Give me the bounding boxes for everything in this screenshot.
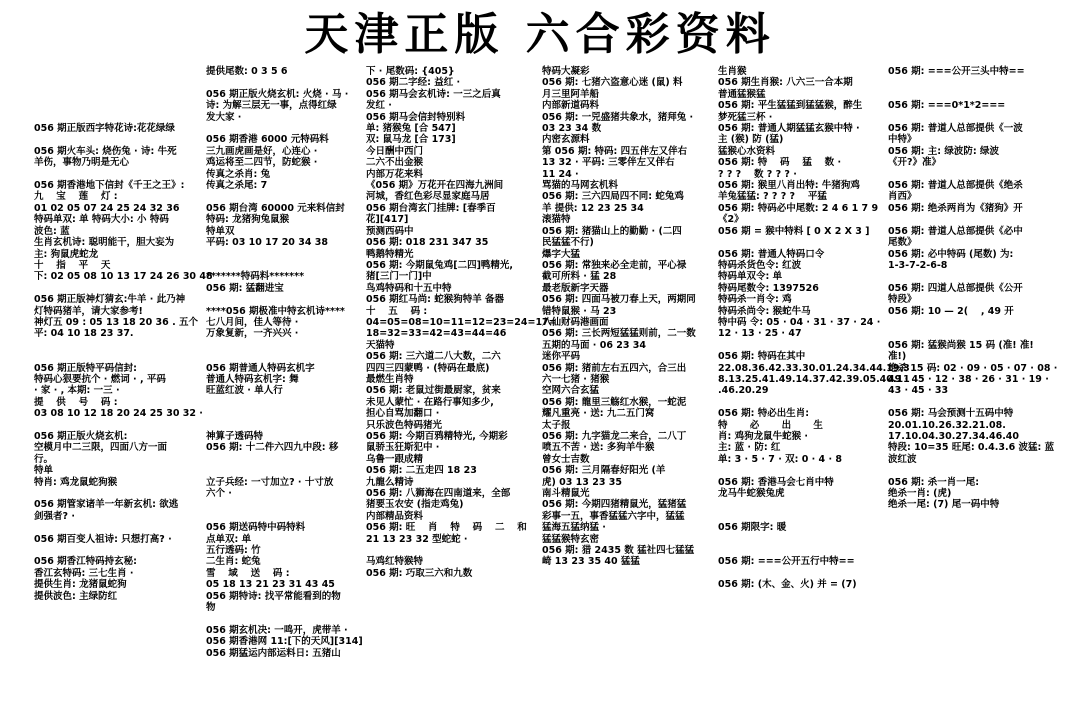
text-line: 056 期: 常独来必全走前，平心禄: [542, 259, 687, 271]
text-line: 056 期送码特中码特料: [206, 522, 306, 534]
text-line: 预测西码中: [366, 225, 414, 237]
text-line: 生肖猴: [718, 66, 747, 77]
text-line: 056 期二字经: 益红 ·: [366, 77, 461, 89]
column-1: [34, 66, 213, 722]
text-line: 056 期百变人祖诗: 只想打高? ·: [34, 533, 172, 545]
text-line: 《056 期》万花开在四海九洲间: [366, 180, 504, 192]
text-line: [888, 328, 1064, 339]
text-line: 单: 3 · 5 · 7 · 双: 0 · 4 · 8: [718, 453, 842, 465]
text-line: 056 期: ===公开三头中特==: [888, 66, 1025, 77]
text-line: 马鸡红特猴特: [366, 556, 424, 568]
text-line: 056 期马会玄机诗: 一三之后真: [366, 88, 501, 100]
text-line: 单: 猪猴兔 [合 547]: [366, 123, 456, 135]
text-line: 天猫特: [366, 339, 395, 351]
text-line: 截可所料 · 猛 28: [542, 271, 617, 283]
text-line: [888, 77, 1064, 88]
text-line: 056 期: 三月隔春好阳光 (羊: [542, 465, 666, 477]
page-title: 天津正版 六合彩资料: [304, 9, 776, 60]
text-line: [888, 317, 1064, 328]
text-line: 物: [206, 602, 216, 614]
text-line: 056 期正版火烧玄机: 火烧 · 马 ·: [206, 88, 349, 100]
text-line: ? ? ? 数 ? ? ? ·: [718, 168, 797, 180]
text-line: [888, 112, 1064, 123]
text-line: [888, 89, 1064, 100]
text-line: 056 期香港地下信封《千王之王》:: [34, 180, 185, 192]
text-line: 空模月中二三限，四面八方一面: [34, 442, 168, 454]
text-line: [888, 397, 1064, 408]
text-line: 太子报: [542, 419, 571, 431]
text-line: 056 期香港 6000 元特码料: [206, 134, 329, 146]
text-line: 11 24 ·: [542, 168, 579, 180]
text-line: 056 期: 主: 绿波防: 绿波: [888, 145, 999, 157]
text-line: 月三里阿羊船: [542, 88, 600, 100]
text-line: 诗: 为解三层无一事，点得红绿: [206, 100, 337, 112]
text-line: 剑强者? ·: [34, 510, 75, 522]
text-line: 20.01.10.26.32.21.08.: [888, 419, 1006, 431]
text-line: 内密玄源料: [542, 134, 590, 146]
text-line: 056 期: 普道人总部提供《必中: [888, 225, 1023, 237]
text-line: 056 期台湾 60000 元来料信封: [206, 202, 345, 214]
text-line: 056 期: 三六道二八大数，二六: [366, 351, 501, 363]
text-line: 056 期: 今期百鸦精特光, 今期彩: [366, 431, 508, 442]
text-line: 22.08.36.42.33.30.01.24.34.44.19.3: [718, 362, 910, 374]
text-line: [34, 100, 210, 111]
text-line: 南斗精鼠光: [542, 488, 590, 500]
text-line: 056 期: 猛翻进宝: [206, 282, 284, 294]
text-line: 056 期: 三六四局四不同: 蛇兔鸡: [542, 191, 684, 203]
text-line: [718, 499, 886, 510]
text-line: 下: 02 05 08 10 13 17 24 26 30 48: [34, 271, 213, 283]
text-line: 羊 提供: 12 23 25 34: [542, 202, 644, 214]
text-line: 特码单双令: 单: [718, 271, 783, 283]
text-line: 河城，香红色彩尽显家庭马居: [366, 191, 490, 203]
text-line: ****056 期极准中特玄机诗****: [206, 305, 345, 317]
text-line: 8.13.25.41.49.14.37.42.39.05.40.11: [718, 373, 910, 385]
text-line: [206, 294, 362, 305]
text-line: 056 期红马尚: 蛇猴狗特羊 备器: [366, 294, 505, 306]
text-line: 羊伤，事物乃明是无心: [34, 157, 130, 169]
text-line: 056 期: 九字猫龙二来合，二八丁: [542, 431, 687, 442]
text-line: [718, 568, 886, 579]
text-line: [206, 499, 362, 510]
text-line: 056 期: 龍里三觞红水猴，一蛇泥: [542, 396, 687, 408]
text-line: [34, 77, 210, 88]
text-line: [206, 249, 362, 260]
text-line: 第 056 期: 特码: 四五伴左又伴右: [542, 145, 688, 157]
text-line: 《2》: [718, 214, 744, 226]
text-line: 056 期玄机决: 一鸣开，虎带羊 ·: [206, 624, 348, 636]
text-line: 056 期: ===0*1*2===: [888, 100, 1006, 112]
text-line: [366, 545, 530, 556]
text-line: 内部新道码料: [542, 100, 600, 112]
text-line: 056 期: 平生猛猛到猛猛猴，醉生: [718, 100, 863, 112]
text-line: [718, 511, 886, 522]
column-2: [206, 66, 362, 722]
text-line: 传真之杀尾: 7: [206, 180, 268, 192]
text-line: 滚猫特: [542, 214, 571, 226]
text-line: 056 期: 猎 2435 数 猛社四七猛猛: [542, 545, 695, 557]
text-line: 梦死猛三杯 ·: [718, 111, 773, 123]
text-line: 056 期: 旺 肖 特 码 二 和: [366, 522, 527, 534]
text-line: 056 期: ===公开五行中特==: [718, 556, 855, 568]
text-line: 鼠骄玉狂斯犯中 ·: [366, 442, 440, 454]
text-line: 056 期: 10 — 2( , 49 开: [888, 305, 1014, 317]
text-line: 056 期: 马会预测十五码中特: [888, 408, 1014, 420]
text-line: [718, 545, 886, 556]
text-line: 猛猛猴特玄密: [542, 533, 600, 545]
text-line: 主: 狗鼠虎蛇龙: [34, 248, 99, 260]
text-line: 三九画虎画是好，心连心 ·: [206, 145, 318, 157]
text-line: 056 期: 七猪六盗意心迷 (鼠) 料: [542, 77, 683, 89]
text-line: 056 期: 猛猴尚猴 15 码 (准! 准!: [888, 339, 1034, 351]
text-line: [888, 169, 1064, 180]
text-line: [34, 340, 210, 351]
text-line: 056 期生肖猴: 八六三一合本期: [718, 77, 853, 89]
text-line: 056 期: 018 231 347 35: [366, 237, 489, 249]
text-line: [206, 511, 362, 522]
text-line: [718, 237, 886, 248]
text-line: 05 18 13 21 23 31 43 45: [206, 579, 335, 591]
text-line: [34, 66, 210, 77]
text-line: 主 (猴) 防 (猛): [718, 134, 784, 146]
text-line: 错特鼠猴 · 马 23: [542, 305, 617, 317]
text-line: [718, 340, 886, 351]
text-line: [888, 214, 1064, 225]
text-line: 香江玄特码: 三七生肖 ·: [34, 567, 134, 579]
text-line: 056 期正版西字特花诗:花花绿绿: [34, 123, 175, 135]
text-line: [718, 397, 886, 408]
text-line: [34, 545, 210, 556]
text-line: 爆字大猛: [542, 248, 581, 260]
text-line: 056 期: 老鼠过街最厨家，贫来: [366, 385, 501, 397]
text-line: 下 · 尾数码: {405}: [366, 66, 455, 77]
text-line: [206, 420, 362, 431]
text-line: 鸡运将至二四节，防蛇猴 ·: [206, 157, 318, 169]
text-line: [206, 408, 362, 419]
text-line: 特码心狠要抗个 · 燃词 · , 平码: [34, 373, 166, 385]
text-line: 01 02 05 07 24 25 24 32 36: [34, 202, 180, 214]
text-line: [34, 112, 210, 123]
text-line: 056 期: 普道人总部提供《绝杀: [888, 180, 1023, 192]
text-line: 准!): [888, 351, 907, 363]
text-line: 八仙财码港画面: [542, 316, 609, 328]
text-line: 空网六合玄猛: [542, 385, 600, 397]
text-line: 波色: 蓝: [34, 225, 70, 237]
text-line: 特段》: [888, 294, 917, 306]
text-line: 特码单双: 单 特码大小: 小 特码: [34, 214, 169, 226]
text-line: 056 期台湾玄门挂牌: [春季百: [366, 202, 496, 214]
text-line: 特肖: 鸡龙鼠蛇狗猴: [34, 476, 118, 488]
text-line: 056 期: (木、金、火) 并 = (7): [718, 579, 857, 591]
text-line: 特码: 龙猪狗兔鼠猴: [206, 214, 290, 226]
text-line: [34, 522, 210, 533]
text-line: 056 期管家诸羊一年新玄机: 欲逃: [34, 499, 179, 511]
text-line: [206, 260, 362, 271]
text-line: 担心自骂加翻口 ·: [366, 408, 440, 420]
text-line: [206, 454, 362, 465]
text-line: 肖西》: [888, 191, 917, 203]
text-line: [34, 351, 210, 362]
text-line: 鸭鹅特精光: [366, 248, 414, 260]
text-line: 未见人蒙忙 · 在路行事知多少,: [366, 396, 494, 408]
text-line: 056 期: 今期鼠兔鸡[二四]鸭精光,: [366, 259, 514, 271]
text-line: 发大家 ·: [206, 111, 242, 123]
text-line: 神灯五 09 : 05 13 18 20 36 . 五个: [34, 316, 198, 328]
text-line: 056 期特诗: 找平常能看到的物: [206, 590, 341, 602]
text-line: 内部精品资料: [366, 510, 424, 522]
text-line: 六个 ·: [206, 488, 232, 500]
text-line: 056 期正版特平码信封:: [34, 362, 137, 374]
text-line: *******特码料*******: [206, 271, 305, 283]
text-line: [206, 351, 362, 362]
text-line: 民猛猛不行): [542, 237, 594, 249]
text-line: [888, 271, 1064, 282]
text-line: [206, 397, 362, 408]
text-line: 1-3-7-2-6-8: [888, 259, 948, 271]
text-line: 13 32 · 平码: 三零伴左又伴右: [542, 157, 675, 169]
text-line: 花][417]: [366, 214, 409, 226]
text-line: 耀凡重亮 · 送: 九二五门窝: [542, 408, 655, 420]
text-line: [34, 420, 210, 431]
text-line: 喷五不苦 · 送: 多狗羊牛猴: [542, 442, 655, 454]
text-line: 迷你平码: [542, 351, 581, 363]
text-line: 乌鲁一跟成精: [366, 453, 424, 465]
text-line: [888, 465, 1064, 476]
text-line: 中特》: [888, 134, 917, 146]
text-line: 特单: [34, 465, 54, 477]
text-line: 点单双: 单: [206, 533, 252, 545]
text-line: 056 期猛运内部运料日: 五猪山: [206, 647, 341, 659]
text-line: 特码杀货色令: 红波: [718, 259, 802, 271]
text-line: 12 · 13 · 25 · 47: [718, 328, 802, 340]
text-line: 特中码 令: 05 · 04 · 31 · 37 · 24 ·: [718, 316, 881, 328]
text-line: 056 期正版神灯猜玄:牛羊 · 此乃神: [34, 294, 186, 306]
text-line: 十 指 平 天: [34, 259, 111, 271]
text-line: 灯特码猪羊，请大家参考!: [34, 305, 143, 317]
text-line: 特 必 出 生: [718, 419, 823, 431]
text-line: 内部万花来料: [366, 168, 424, 180]
text-line: 最老版新字天器: [542, 282, 609, 294]
text-line: 提供尾数: 0 3 5 6: [206, 66, 288, 77]
text-line: 旺蓝红波 · 单人行: [206, 385, 283, 397]
text-line: [34, 89, 210, 100]
text-line: 056 期: 杀一肖一尾:: [888, 476, 980, 488]
text-line: 绝杀 15 码: 02 · 09 · 05 · 07 · 08 ·: [888, 362, 1058, 374]
text-line: 056 期: 今期四猪精鼠光，猛猪猛: [542, 499, 687, 511]
text-line: 绝杀一肖: (虎): [888, 488, 952, 500]
text-line: 03 08 10 12 18 20 24 25 30 32 ·: [34, 408, 203, 420]
text-line: 传真之杀肖: 兔: [206, 168, 271, 180]
text-line: 七八月间，佳人等待 ·: [206, 316, 299, 328]
text-line: 猛海五猛纳猛 ·: [542, 522, 606, 534]
text-line: 056 期: 猴里八肖出特: 牛猪狗鸡: [718, 180, 860, 192]
text-line: 二六不出金猴: [366, 157, 424, 169]
text-line: 056 期普通人特码玄机字: [206, 362, 315, 374]
text-line: 056 期: 普通人期猛猛玄猴中特 ·: [718, 123, 860, 135]
text-line: 平码: 03 10 17 20 34 38: [206, 237, 328, 249]
text-line: 056 期: 二五走四 18 23: [366, 465, 477, 477]
text-line: 特段: 10=35 旺尾: 0.4.3.6 波猛: 蓝: [888, 442, 1055, 454]
text-line: 056 期正版火烧玄机:: [34, 431, 128, 442]
text-line: 056 期: 特必出生肖:: [718, 408, 810, 420]
text-line: 生肖玄机诗: 聪明能干，胆大妄为: [34, 237, 175, 249]
text-line: 最燃生肖特: [366, 373, 414, 385]
text-line: 羊兔猛猛: ? ? ? ? 平猛: [718, 191, 827, 203]
text-line: 神算子透码特: [206, 431, 264, 442]
text-line: 056 期香港网 11:[下的天风][314]: [206, 636, 363, 648]
text-line: 五行透码: 竹: [206, 545, 261, 557]
text-line: [718, 534, 886, 545]
text-line: 056 期香江特码持玄秘:: [34, 556, 137, 568]
text-line: 特单双: [206, 225, 235, 237]
text-line: 发红 ·: [366, 100, 392, 112]
text-line: 056 期: 猪前左右五四六，合三出: [542, 362, 687, 374]
text-line: 056 期: 特码必中尾数: 2 4 6 1 7 9: [718, 202, 879, 214]
text-line: [718, 465, 886, 476]
text-line: 骂猫的马网玄机料: [542, 180, 619, 192]
text-line: 猪[三门一门]中: [366, 271, 432, 283]
text-line: 056 期限字: 暖: [718, 522, 787, 534]
text-line: 六一七猪 · 猪猴: [542, 373, 610, 385]
text-line: 今日酬中西门: [366, 145, 424, 157]
text-line: 彩事一五，事香猛猛六字中，猛猛: [542, 510, 685, 522]
text-line: 056 期马会信封特别料: [366, 111, 466, 123]
text-line: 只乐波色特码猪光: [366, 419, 443, 431]
text-line: 立子兵经: 一寸加立? · 十寸放: [206, 476, 334, 488]
text-line: 曾女士吉数: [542, 453, 590, 465]
text-line: 056 期 = 猴中特料 [ 0 X 2 X 3 ]: [718, 225, 870, 237]
text-line: 03 23 34 数: [542, 123, 602, 135]
text-line: 四四三四蒙鸭 · (特码在最底): [366, 362, 490, 374]
text-line: 普通猛猴猛: [718, 88, 766, 100]
text-line: [206, 614, 362, 625]
text-line: [34, 283, 210, 294]
text-line: 056 期: 特 码 猛 数 ·: [718, 157, 842, 169]
text-line: 056 期火车头: 烧伤兔 · 诗: 牛死: [34, 145, 177, 157]
text-line: 尾数》: [888, 237, 917, 249]
text-line: 056 期: 普道人总部提供《一波: [888, 123, 1023, 135]
text-line: 056 期: 四面马被刀春上天，两期同: [542, 294, 696, 306]
text-line: 43 · 45 · 33: [888, 385, 949, 397]
text-line: .46.20.29: [718, 385, 769, 397]
text-line: 提供波色: 主绿防红: [34, 590, 118, 602]
text-line: 龙马牛蛇猴兔虎: [718, 488, 785, 500]
text-line: 万象复新，一齐兴兴 ·: [206, 328, 299, 340]
text-line: 提 供 号 码 :: [34, 396, 118, 408]
text-line: [206, 340, 362, 351]
text-line: [34, 488, 210, 499]
text-line: 特码尾数令: 1397526: [718, 282, 819, 294]
text-line: 提供生肖: 龙猪鼠蛇狗: [34, 579, 127, 591]
text-line: 特码杀尚令: 猴蛇牛马: [718, 305, 811, 317]
text-line: 056 期: 必中特码 (尾数) 为:: [888, 248, 1014, 260]
text-line: 虎) 03 13 23 35: [542, 476, 622, 488]
text-line: 04=05=08=10=11=12=23=24=17=: [366, 316, 557, 328]
text-line: 21 13 23 32 型蛇蛇 ·: [366, 533, 468, 545]
text-line: 波红波: [888, 453, 917, 465]
text-line: 雪 域 送 码 :: [206, 567, 290, 579]
text-line: 49 · 45 · 12 · 38 · 26 · 31 · 19 ·: [888, 373, 1049, 385]
text-line: 056 期: 巧取三六和九数: [366, 567, 473, 579]
text-line: 崎 13 23 35 40 猛猛: [542, 556, 640, 568]
text-line: 17.10.04.30.27.34.46.40: [888, 431, 1020, 442]
text-line: 特码大凝彩: [542, 66, 590, 77]
text-line: [206, 77, 362, 88]
text-line: 056 期: 绝杀两肖为《猪狗》开: [888, 202, 1023, 214]
text-line: [206, 191, 362, 202]
text-line: 五期的马面 · 06 23 34: [542, 339, 646, 351]
text-line: 《开?》准》: [888, 157, 942, 169]
text-line: 056 期: 四道人总部提供《公开: [888, 282, 1023, 294]
text-line: 猪要玉农安 (指走鸡兔): [366, 499, 464, 511]
text-line: 绝杀一尾: (7) 尾一码中特: [888, 499, 1000, 511]
text-line: 056 期: 香港马会七肖中特: [718, 476, 834, 488]
text-line: 普通人特码玄机字: 舞: [206, 373, 299, 385]
text-line: 九龍么精诗: [366, 476, 414, 488]
text-line: 猛猴心水资料: [718, 145, 776, 157]
text-line: 056 期: 八狮海在四南道来，全部: [366, 488, 511, 500]
text-line: [34, 169, 210, 180]
text-line: 肖: 鸡狗龙鼠牛蛇猴 ·: [718, 431, 809, 442]
column-4: [542, 66, 714, 722]
text-line: · 家 · , 本期: 一三 ·: [34, 385, 120, 397]
text-line: 056 期: 特码在其中: [718, 351, 806, 363]
text-line: [34, 134, 210, 145]
text-line: 056 期: 三长两短猛猛则前，二一数: [542, 328, 696, 340]
text-line: 特码杀一肖令: 鸡: [718, 294, 792, 306]
text-line: 平: 04 10 18 23 37.: [34, 328, 134, 340]
text-line: 九 宝 莲 灯 :: [34, 191, 118, 203]
text-line: 双: 鼠马龙 [合 173]: [366, 134, 456, 146]
text-line: 056 期: 猪猫山上的勤勤 · (二四: [542, 225, 682, 237]
text-line: 鸟鸡特码和十五中特: [366, 282, 452, 294]
text-line: 18=32=33=42=43=44=46: [366, 328, 507, 340]
text-line: 056 期: 十二件六四九中段: 移: [206, 442, 339, 454]
text-line: [206, 465, 362, 476]
text-line: [206, 123, 362, 134]
text-line: 十 五 码 :: [366, 305, 428, 317]
text-line: 056 期: 一兕盛猪共象水，猪拜兔 ·: [542, 111, 694, 123]
text-line: 主: 蓝 · 防: 红: [718, 442, 781, 454]
text-line: 二生肖: 蛇兔: [206, 556, 261, 568]
text-line: 056 期: 普通人特码口令: [718, 248, 825, 260]
text-line: 行。: [34, 453, 54, 465]
column-6: [888, 66, 1064, 722]
